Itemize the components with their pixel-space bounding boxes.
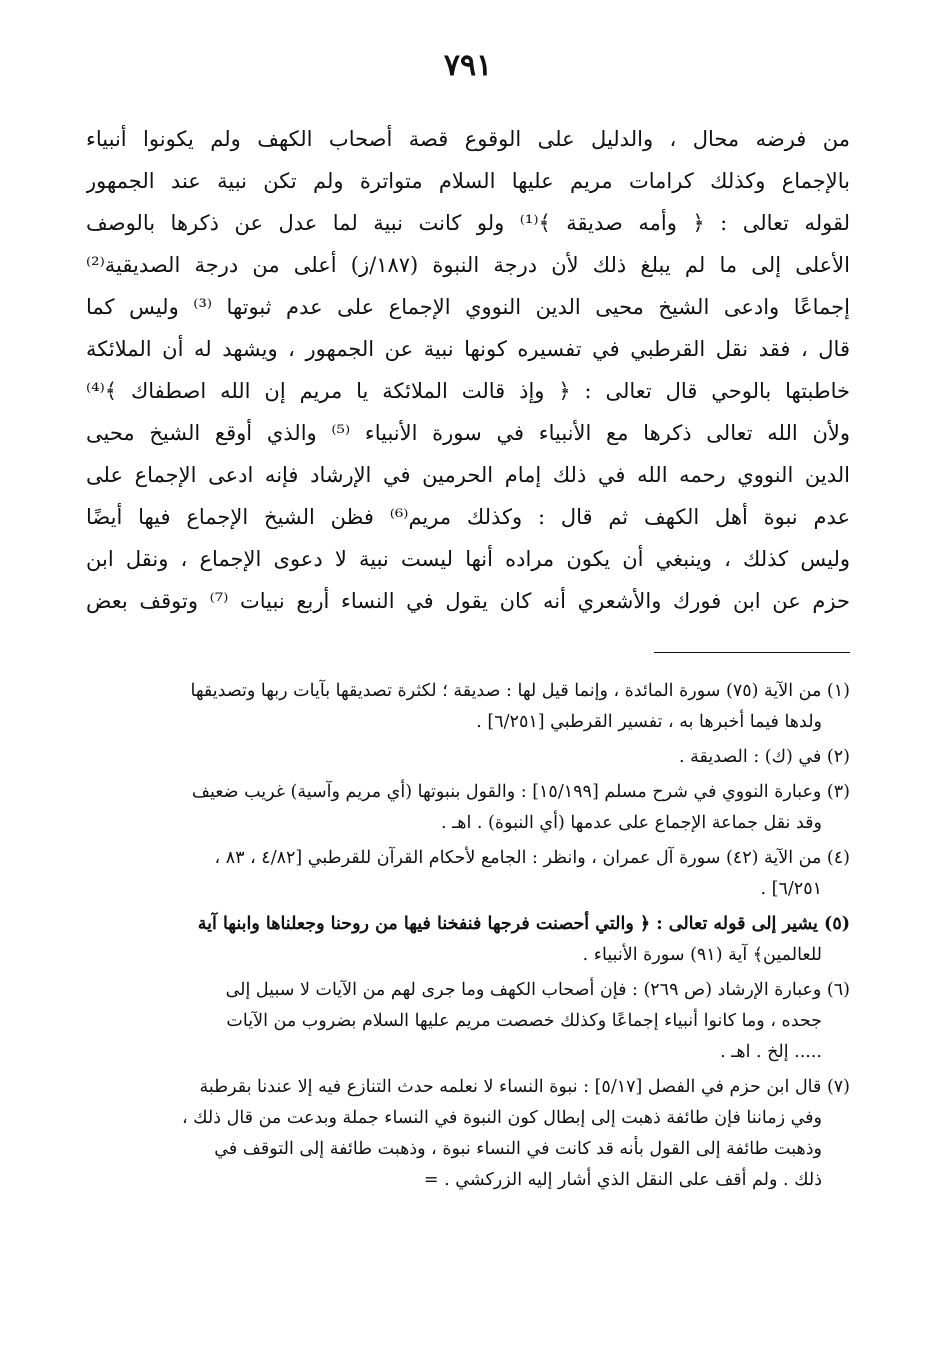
footnote-line: ٦/٢٥١] . (760, 879, 822, 899)
footnote-line: (٧) قال ابن حزم في الفصل [٥/١٧] : نبوة النساء لا نعلمه حدث التنازع فيه إلا عندنا بقرطبة (199, 1077, 850, 1097)
text-line: إجماعًا وادعى الشيخ محيى الدين النووي الإجماع على عدم ثبوتها ⁽³⁾ وليس كما (86, 295, 850, 319)
footnote-line: (٦) وعبارة الإرشاد (ص ٢٦٩) : فإن أصحاب الكهف وما جرى لهم من الآيات لا سبيل إلى (225, 980, 850, 1000)
footnote-5 (80, 909, 850, 971)
footnote-line: (١) من الآية (٧٥) سورة المائدة ، وإنما قيل لها : صديقة ؛ لكثرة تصديقها بآيات ربها وتصديقها (190, 681, 850, 701)
footnote-line: (٢) في (ك) : الصديقة . (678, 747, 850, 767)
footnote-line: للعالمين﴾ آية (٩١) سورة الأنبياء . (582, 945, 822, 965)
footnote-line: وذهبت طائفة إلى القول بأنه قد كانت في النساء نبوة ، وذهبت طائفة إلى التوقف في (214, 1139, 822, 1159)
footnote-line: جحده ، وما كانوا أنبياء إجماعًا وكذلك خصصت مريم عليها السلام بضروب من الآيات (226, 1011, 822, 1031)
footnote-3 (80, 777, 850, 839)
footnote-line: وفي زماننا فإن طائفة ذهبت إلى إبطال كون النبوة في النساء جملة وبدعت من قال ذلك ، (181, 1108, 822, 1128)
footnote-line: (٤) من الآية (٤٢) سورة آل عمران ، وانظر : الجامع لأحكام القرآن للقرطبي [٤/٨٢ ، ٨٣ ، (214, 848, 850, 868)
footnote-divider (654, 652, 850, 653)
footnote-7 (80, 1072, 850, 1196)
footnotes (80, 676, 850, 1196)
text-line: قال ، فقد نقل القرطبي في تفسيره كونها نبية عن الجمهور ، ويشهد له أن الملائكة (86, 337, 850, 361)
footnote-line: ذلك . ولم أقف على النقل الذي أشار إليه الزركشي . = (423, 1170, 822, 1190)
text-line: من فرضه محال ، والدليل على الوقوع قصة أصحاب الكهف ولم يكونوا أنبياء (86, 127, 850, 151)
main-text (86, 118, 850, 622)
footnote-line: وقد نقل جماعة الإجماع على عدمها (أي النبوة) . اهـ . (441, 813, 822, 833)
footnote-2 (80, 742, 850, 773)
text-line: عدم نبوة أهل الكهف ثم قال : وكذلك مريم⁽⁶⁾ فظن الشيخ الإجماع فيها أيضًا (86, 505, 850, 529)
text-line: خاطبتها بالوحي قال تعالى : ﴿ وإذ قالت الملائكة يا مريم إن الله اصطفاك ﴾⁽⁴⁾ (86, 379, 850, 403)
text-line: الأعلى إلى ما لم يبلغ ذلك لأن درجة النبوة (١٨٧/ز) أعلى من درجة الصديقية⁽²⁾ (86, 253, 850, 277)
text-line: لقوله تعالى : ﴿ وأمه صديقة ﴾⁽¹⁾ ولو كانت نبية لما عدل عن ذكرها بالوصف (86, 211, 850, 235)
text-line: بالإجماع وكذلك كرامات مريم عليها السلام متواترة ولم تكن نبية عند الجمهور (86, 169, 850, 193)
footnote-6 (80, 975, 850, 1068)
text-line: حزم عن ابن فورك والأشعري أنه كان يقول في النساء أربع نبيات ⁽⁷⁾ وتوقف بعض (86, 589, 850, 613)
footnote-line: ولدها فيما أخبرها به ، تفسير القرطبي [٦/٢٥١] . (476, 712, 822, 732)
footnote-4 (80, 843, 850, 905)
footnote-line: ..... إلخ . اهـ . (720, 1042, 822, 1062)
footnote-1 (80, 676, 850, 738)
text-line: ولأن الله تعالى ذكرها مع الأنبياء في سورة الأنبياء ⁽⁵⁾ والذي أوقع الشيخ محيى (86, 421, 850, 445)
footnote-line: (٣) وعبارة النووي في شرح مسلم [١٥/١٩٩] : والقول بنبوتها (أي مريم وآسية) غريب ضعيف (191, 782, 850, 802)
text-line: وليس كذلك ، وينبغي أن يكون مراده أنها ليست نبية لا دعوى الإجماع ، ونقل ابن (86, 547, 850, 571)
footnote-line: (٥) يشير إلى قوله تعالى : ﴿ والتي أحصنت فرجها فنفخنا فيها من روحنا وجعلناها وابنها آية (197, 914, 850, 934)
page-number: ٧٩١ (443, 48, 493, 83)
text-line: الدين النووي رحمه الله في ذلك إمام الحرمين في الإرشاد فإنه ادعى الإجماع على (86, 463, 850, 487)
